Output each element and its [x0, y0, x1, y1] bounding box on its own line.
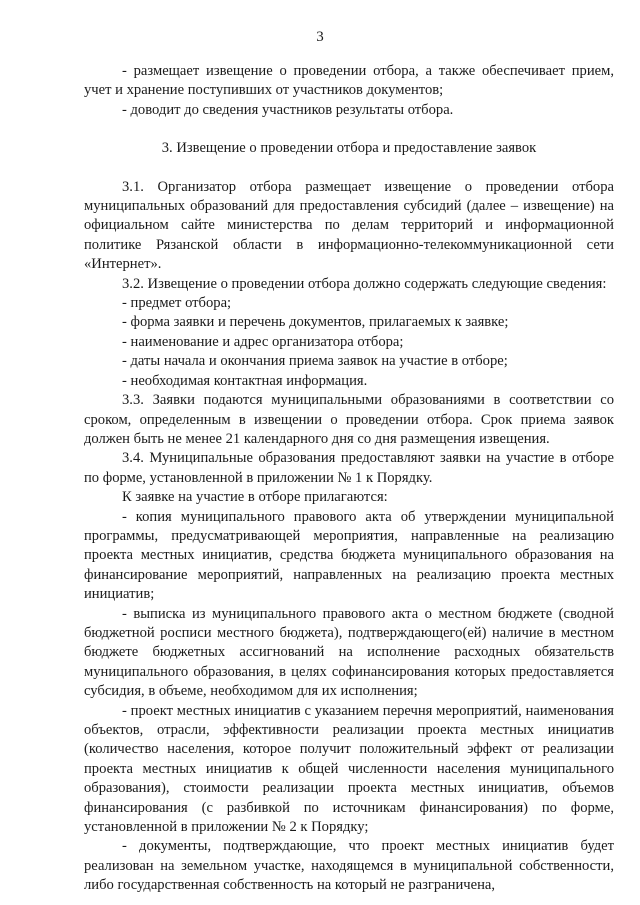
- section-heading: 3. Извещение о проведении отбора и предоставление заявок: [161, 140, 537, 157]
- notice-item: - даты начала и окончания приема заявок на участие в отборе;: [122, 353, 508, 370]
- paragraph-3-1: 3.1. Организатор отбора размещает извещение о проведении отбора муниципальных образований для предоставления субсидий (далее – извещение) на официальном сайте министерства по делам территорий и информационной политике Рязанской области в информационно-телекоммуникационной сети «Интернет».: [84, 178, 614, 273]
- attachments-intro: К заявке на участие в отборе прилагаются:: [122, 489, 388, 506]
- document-body: [84, 62, 614, 896]
- notice-item: - форма заявки и перечень документов, прилагаемых к заявке;: [122, 314, 509, 331]
- paragraph-3-4: 3.4. Муниципальные образования предоставляют заявки на участие в отборе по форме, установленной в приложении № 1 к Порядку.: [84, 450, 614, 486]
- attachment-item: - копия муниципального правового акта об утверждении муниципальной программы, предусматривающей мероприятия, направленные на реализацию проекта местных инициатив, средства бюджета муниципального образования на финансирование мероприятий, направленных на реализацию проекта местных инициатив;: [84, 508, 614, 603]
- notice-item: - необходимая контактная информация.: [122, 372, 368, 389]
- notice-item: - предмет отбора;: [122, 295, 232, 312]
- paragraph-3-3: 3.3. Заявки подаются муниципальными образованиями в соответствии со сроком, определенным в извещении о проведении отбора. Срок приема заявок должен быть не менее 21 календарного дня со дня размещения извещения.: [84, 392, 614, 447]
- paragraph-3-2: 3.2. Извещение о проведении отбора должно содержать следующие сведения:: [122, 275, 607, 292]
- attachment-item: - документы, подтверждающие, что проект местных инициатив будет реализован на земельном участке, находящемся в муниципальной собственности, либо государственная собственность на который не разграничена,: [84, 838, 614, 894]
- intro-item: - размещает извещение о проведении отбора, а также обеспечивает прием, учет и хранение поступивших от участников документов;: [84, 63, 614, 99]
- page-number: 3: [316, 29, 324, 45]
- attachment-item: - выписка из муниципального правового акта о местном бюджете (сводной бюджетной росписи местного бюджета), подтверждающего(ей) наличие в местном бюджете бюджетных ассигнований на исполнение расходных обязательств муниципального образования, в целях софинансирования которых предоставляется субсидия, в объеме, необходимом для их исполнения;: [84, 605, 614, 700]
- intro-item: - доводит до сведения участников результаты отбора.: [122, 101, 454, 118]
- notice-item: - наименование и адрес организатора отбора;: [122, 333, 404, 350]
- attachment-item: - проект местных инициатив с указанием перечня мероприятий, наименования объектов, отрасли, эффективности реализации проекта местных инициатив (количество населения, которое получит положительный эффект от реализации проекта местных инициатив к общей численности населения муниципального образования), стоимости реализации проекта местных инициатив, объемов финансирования (с разбивкой по источникам финансирования) по форме, установленной в приложении № 2 к Порядку;: [84, 702, 614, 836]
